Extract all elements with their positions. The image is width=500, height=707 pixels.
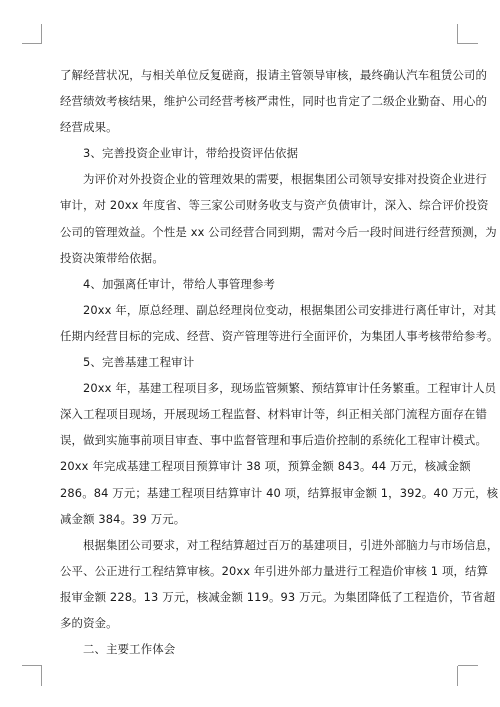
text-line: 根据集团公司要求，对工程结算超过百万的基建项目，引进外部脑力与市场信息， xyxy=(83,537,499,552)
crop-mark-top-right-vertical xyxy=(457,24,458,44)
crop-mark-top-right-horizontal xyxy=(458,43,478,44)
text-line: 二、主要工作体会 xyxy=(83,642,176,657)
text-line: 20xx 年完成基建工程项目预算审计 38 项，预算金额 843。44 万元，核减金额 xyxy=(60,459,471,474)
text-line: 为评价对外投资企业的管理效果的需要，根据集团公司领导安排对投资企业进行 xyxy=(83,172,487,187)
text-line: 4、加强离任审计，带给人事管理参考 xyxy=(83,276,276,291)
text-line: 经营绩效考核结果，维护公司经营考核严肃性，同时也肯定了二级企业勤奋、用心的 xyxy=(60,94,488,109)
text-line: 20xx 年，原总经理、副总经理岗位变动，根据集团公司安排进行离任审计，对其 xyxy=(83,302,497,317)
text-line: 报审金额 228。13 万元，核减金额 119。93 万元。为集团降低了工程造价，节省超 xyxy=(60,589,496,604)
text-line: 公平、公正进行工程结算审核。20xx 年引进外部力量进行工程造价审核 1 项，结算 xyxy=(60,563,489,578)
text-line: 5、完善基建工程审计 xyxy=(83,355,195,370)
text-line: 20xx 年，基建工程项目多，现场监管频繁、预结算审计任务繁重。工程审计人员 xyxy=(83,381,497,396)
text-line: 公司的管理效益。个性是 xx 公司经营合同到期，需对今后一段时间进行经营预测，为 xyxy=(60,224,497,239)
crop-mark-top-left-vertical xyxy=(41,24,42,44)
text-line: 3、完善投资企业审计，带给投资评估依据 xyxy=(83,146,299,161)
crop-mark-bottom-right-horizontal xyxy=(458,665,478,666)
text-line: 投资决策带给依据。 xyxy=(60,250,164,265)
text-line: 任期内经营目标的完成、经营、资产管理等进行全面评价，为集团人事考核带给参考。 xyxy=(60,328,499,343)
text-line: 286。84 万元；基建工程项目结算审计 40 项，结算报审金额 1，392。40 万元，核 xyxy=(60,485,499,500)
crop-mark-bottom-right-vertical xyxy=(457,666,458,686)
text-line: 了解经营状况，与相关单位反复磋商，报请主管领导审核，最终确认汽车租赁公司的 xyxy=(60,68,488,82)
document-body xyxy=(60,62,499,662)
text-line: 经营成果。 xyxy=(60,120,118,135)
text-line: 多的资金。 xyxy=(60,615,118,630)
crop-mark-bottom-left-horizontal xyxy=(22,665,42,666)
crop-mark-top-left-horizontal xyxy=(22,43,42,44)
text-line: 减金额 384。39 万元。 xyxy=(60,511,186,526)
text-line: 深入工程项目现场，开展现场工程监督、材料审计等，纠正相关部门流程方面存在错 xyxy=(60,407,488,422)
text-line: 审计，对 20xx 年度省、等三家公司财务收支与资产负债审计，深入、综合评价投资 xyxy=(60,198,489,213)
crop-mark-bottom-left-vertical xyxy=(41,666,42,686)
text-line: 误，做到实施事前项目审查、事中监督管理和事后造价控制的系统化工程审计模式。 xyxy=(60,433,488,448)
